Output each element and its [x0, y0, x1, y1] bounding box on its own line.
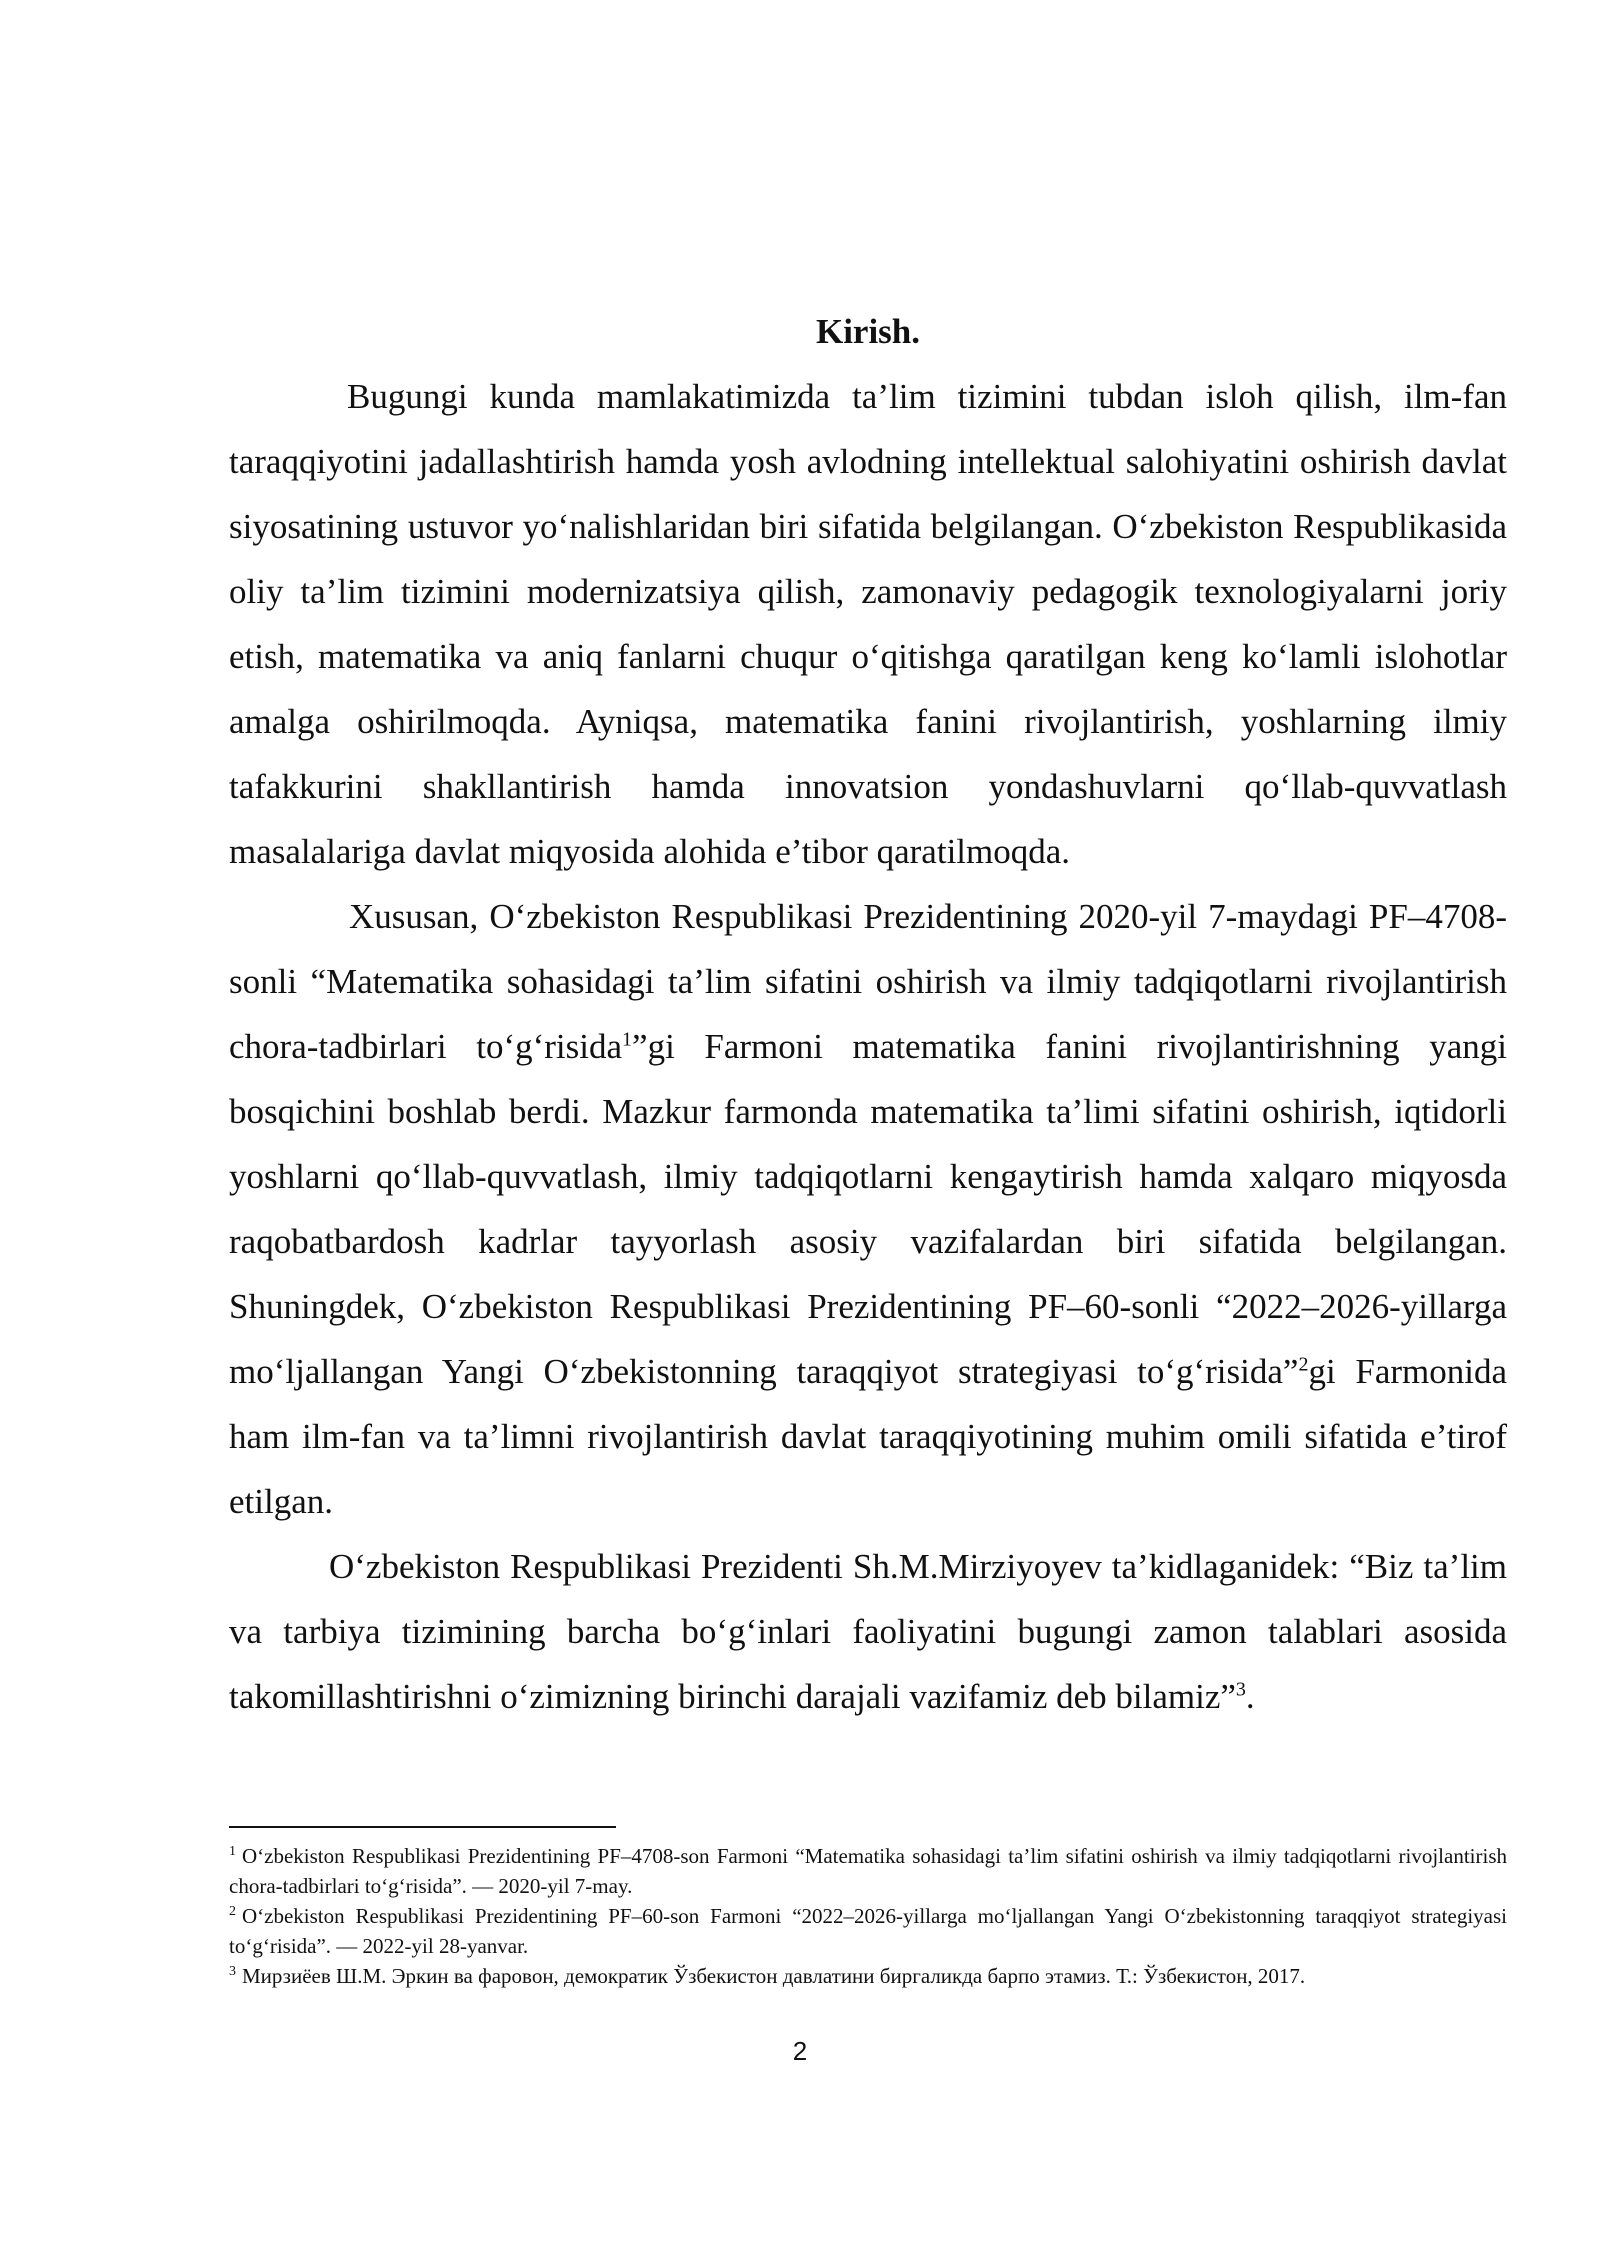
paragraph-decrees [229, 884, 1507, 1534]
paragraph-quote [229, 1534, 1507, 1729]
paragraph-text: Xususan, O‘zbekiston Respublikasi Prezidentining 2020-yil 7-maydagi PF–4708-sonli “Matematika sohasidagi ta’lim sifatini oshirish va ilmiy tadqiqotlarni rivojlantirish chora-tadbirlari to‘g‘risida [229, 897, 1507, 1066]
paragraph-text: gi Farmonida ham ilm-fan va ta’limni rivojlantirish davlat taraqqiyotining muhim omili sifatida e’tirof etilgan. [229, 1352, 1507, 1521]
paragraph-text: . [1245, 1677, 1255, 1716]
footnote-number: 3 [229, 1964, 236, 1979]
footnote-reference-2[interactable]: 2 [1298, 1353, 1309, 1376]
footnotes [229, 1841, 1507, 1991]
main-text [229, 300, 1507, 1729]
paragraph-text: O‘zbekiston Respublikasi Prezidenti Sh.M.Mirziyoyev ta’kidlaganidek: “Biz ta’lim va tarbiya tizimining barcha bo‘g‘inlari faoliyatini bugungi zamon talablari asosida takomillashtirishni o‘zimizning birinchi darajali vazifamiz deb bilamiz” [229, 1547, 1507, 1716]
section-heading: Kirish. [815, 312, 921, 351]
paragraph-text: ”gi Farmoni matematika fanini rivojlantirishning yangi bosqichini boshlab berdi. Mazkur farmonda matematika ta’limi sifatini oshirish, iqtidorli yoshlarni qo‘llab-quvvatlash, ilmiy tadqiqotlarni kengaytirish hamda xalqaro miqyosda raqobatbardosh kadrlar tayyorlash asosiy vazifalardan biri sifatida belgilangan. Shuningdek, O‘zbekiston Respublikasi Prezidentining PF–60-sonli “2022–2026-yillarga mo‘ljallangan Yangi O‘zbekistonning taraqqiyot strategiyasi to‘g‘risida” [229, 1027, 1507, 1391]
paragraph-introduction: Bugungi kunda mamlakatimizda ta’lim tizimini tubdan isloh qilish, ilm-fan taraqqiyotini jadallashtirish hamda yosh avlodning intellektual salohiyatini oshirish davlat siyosatining ustuvor yo‘nalishlaridan biri sifatida belgilangan. O‘zbekiston Respublikasida oliy ta’lim tizimini modernizatsiya qilish, zamonaviy pedagogik texnologiyalarni joriy etish, matematika va aniq fanlarni chuqur o‘qitishga qaratilgan keng ko‘lamli islohotlar amalga oshirilmoqda. Ayniqsa, matematika fanini rivojlantirish, yoshlarning ilmiy tafakkurini shakllantirish hamda innovatsion yondashuvlarni qo‘llab-quvvatlash masalalariga davlat miqyosida alohida e’tibor qaratilmoqda. [229, 377, 1507, 871]
footnote-text: O‘zbekiston Respublikasi Prezidentining PF–60-son Farmoni “2022–2026-yillarga mo‘ljallangan Yangi O‘zbekistonning taraqqiyot strategiyasi to‘g‘risida”. — 2022-yil 28-yanvar. [229, 1904, 1507, 1958]
footnote-text: Мирзиёев Ш.М. Эркин ва фаровон, демократик Ўзбекистон давлатини биргаликда барпо этамиз. Т.: Ўзбекистон, 2017. [242, 1964, 1306, 1988]
footnote-1 [229, 1841, 1507, 1901]
footnote-reference-3[interactable]: 3 [1235, 1678, 1246, 1701]
footnote-text: O‘zbekiston Respublikasi Prezidentining PF–4708-son Farmoni “Matematika sohasidagi ta’lim sifatini oshirish va ilmiy tadqiqotlarni rivojlantirish chora-tadbirlari to‘g‘risida”. — 2020-yil 7-may. [229, 1844, 1507, 1898]
footnote-number: 2 [229, 1904, 236, 1919]
page-number: 2 [792, 2036, 808, 2066]
footnote-separator [229, 1826, 616, 1828]
footnote-3 [229, 1961, 1507, 1991]
footnote-number: 1 [229, 1844, 236, 1859]
footnote-2 [229, 1901, 1507, 1961]
footnote-reference-1[interactable]: 1 [622, 1028, 633, 1051]
